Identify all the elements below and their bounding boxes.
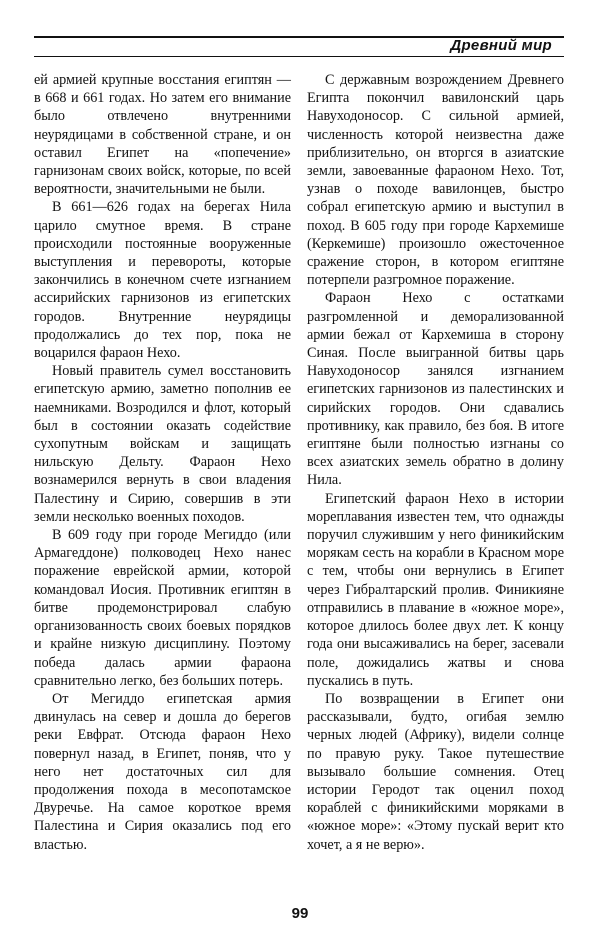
header-bottom-rule: [34, 56, 564, 57]
paragraph: Новый правитель сумел восстановить египетскую армию, заметно пополнив ее наемниками. Возродился и флот, который был в состоянии оказать содействие сухопутным войскам и защищать нильскую Дельту. Фараон Нехо вознамерился вернуть в свои владения Палестину и Сирию, совершив в эти земли несколько военных походов.: [34, 363, 291, 525]
paragraph: В 661—626 годах на берегах Нила царило смутное время. В стране происходили постоянные вооруженные выступления и перевороты, которые закончились в конечном счете изгнанием ассирийских гарнизонов из египетских городов. Внутренние неурядицы продолжались до тех пор, пока не воцарился фараон Нехо.: [34, 199, 291, 362]
page-number: 99: [291, 905, 309, 922]
right-column: [307, 71, 564, 854]
paragraph: Фараон Нехо с остатками разгромленной и деморализованной армии бежал от Кархемиша в сторону Синая. После выигранной битвы царь Навуходоносор занялся изгнанием египетских гарнизонов из палестинских и сирийских городов. Они сдавались противнику, как правило, без боя. В итоге египтяне были полностью изгнаны со всех азиатских земель обратно в долину Нила.: [307, 290, 564, 489]
paragraph: По возвращении в Египет они рассказывали, будто, огибая землю черных людей (Африку), видели солнце по правую руку. Такое путешествие вызывало большие сомнения. Отец истории Геродот так оценил поход кораблей с финикийскими моряками в «южное море»: «Этому пускай верит кто хочет, а я не верю».: [307, 690, 564, 853]
running-head: Древний мир: [450, 37, 552, 54]
paragraph: В 609 году при городе Мегиддо (или Армагеддоне) полководец Нехо нанес поражение еврейской армии, которой командовал Иосия. Противник египтян в битве продемонстрировал слабую организованность своих боевых порядков и крайне низкую дисциплину. Поэтому победа далась армии фараона сравнительно легко, без больших потерь.: [34, 527, 291, 689]
paragraph: ей армией крупные восстания египтян — в 668 и 661 годах. Но затем его внимание было отвлечено внутренними неурядицами в собственной стране, и он оставил Египет на «попечение» гарнизонам своих войск, которые, по всей вероятности, значительными не были.: [34, 72, 291, 198]
paragraph: Египетский фараон Нехо в истории мореплавания известен тем, что однажды поручил служившим у него финикийским морякам сесть на корабли в Красном море с тем, чтобы они вернулись в Египет через Гибралтарский пролив. Финикияне отправились в плавание в «южное море», которое длилось более двух лет. К концу года они высаживались на берег, засевали поле, дожидались жатвы и снова пускались в путь.: [307, 490, 564, 689]
page-header: [34, 16, 564, 54]
paragraph: От Мегиддо египетская армия двинулась на север и дошла до берегов реки Евфрат. Отсюда фараон Нехо повернул назад, в Египет, поняв, что у него нет достаточных сил для продолжения похода в месопотамское Двуречье. На самое короткое время Палестина и Сирия оказались под его властью.: [34, 690, 291, 853]
paragraph: С державным возрождением Древнего Египта покончил вавилонский царь Навуходоносор. С сильной армией, численность которой неизвестна даже приблизительно, он вторгся в азиатские земли, завоеванные фараоном Нехо. Тот, узнав о походе вавилонцев, быстро собрал египетскую армию и выступил в поход. В 605 году при городе Кархемише (Керкемише) произошло ожесточенное сражение сторон, в котором египтяне потерпели разгромное поражение.: [307, 72, 564, 289]
left-column: [34, 71, 291, 854]
